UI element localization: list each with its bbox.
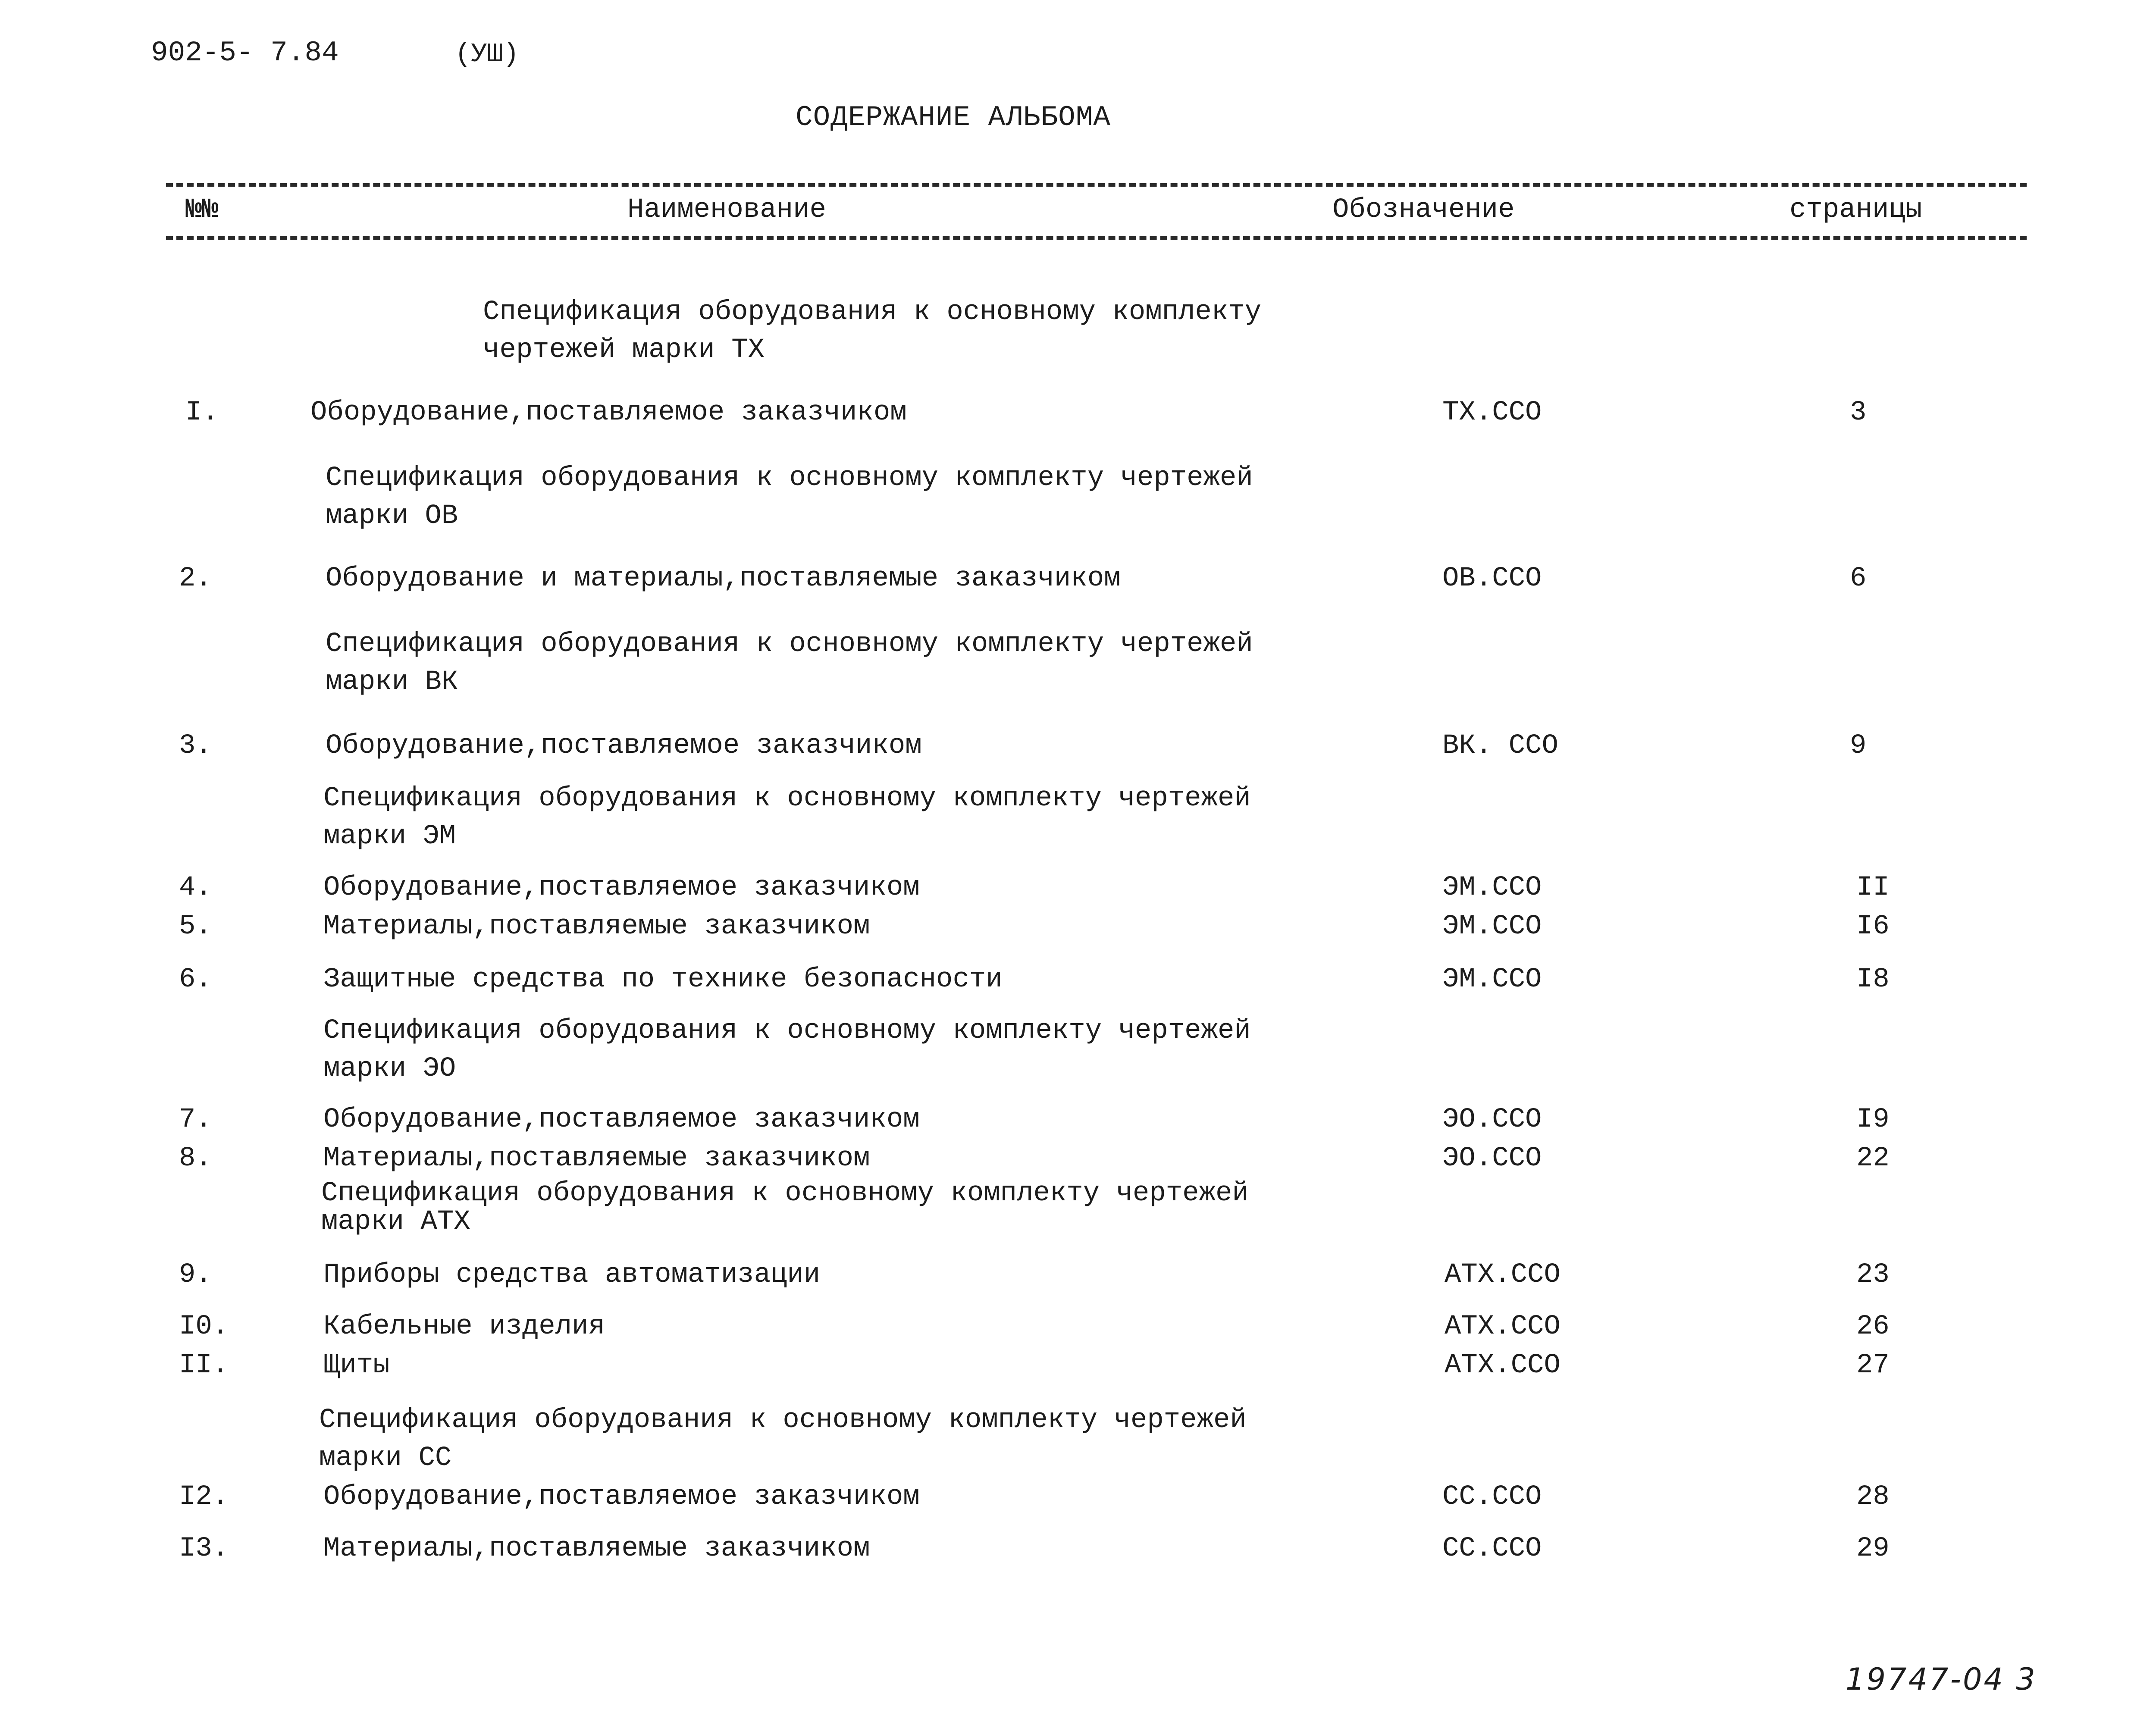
row-page: 23 bbox=[1856, 1259, 1890, 1290]
row-name: Материалы,поставляемые заказчиком bbox=[323, 911, 870, 942]
row-designation: ЭМ.ССО bbox=[1442, 964, 1542, 995]
row-name: Щиты bbox=[323, 1350, 390, 1381]
section-heading-line: Спецификация оборудования к основному комплекту bbox=[483, 297, 1262, 328]
table-header-rule bbox=[166, 236, 2027, 240]
row-number: 2. bbox=[179, 563, 212, 594]
section-heading bbox=[326, 625, 1253, 701]
section-heading-line: марки АТХ bbox=[321, 1206, 470, 1237]
section-heading bbox=[483, 293, 1261, 369]
row-designation: ТХ.ССО bbox=[1442, 397, 1542, 428]
row-name: Материалы,поставляемые заказчиком bbox=[323, 1143, 870, 1174]
row-name: Оборудование,поставляемое заказчиком bbox=[323, 872, 920, 903]
row-number: 8. bbox=[179, 1143, 212, 1174]
section-heading bbox=[319, 1401, 1247, 1477]
row-designation: ОВ.ССО bbox=[1442, 563, 1542, 594]
row-page: 6 bbox=[1850, 563, 1867, 594]
row-number: 9. bbox=[179, 1259, 212, 1290]
row-page: 22 bbox=[1856, 1143, 1890, 1174]
row-number: I2. bbox=[179, 1481, 229, 1512]
row-designation: ЭМ.ССО bbox=[1442, 872, 1542, 903]
row-name: Оборудование,поставляемое заказчиком bbox=[323, 1481, 920, 1512]
row-page: I8 bbox=[1856, 964, 1890, 995]
section-heading-line: чертежей марки ТХ bbox=[483, 335, 765, 366]
column-header-name: Наименование bbox=[627, 194, 826, 225]
row-name: Оборудование и материалы,поставляемые заказчиком bbox=[326, 563, 1121, 594]
row-page: 28 bbox=[1856, 1481, 1890, 1512]
row-number: 5. bbox=[179, 911, 212, 942]
row-page: 3 bbox=[1850, 397, 1867, 428]
row-name: Оборудование,поставляемое заказчиком bbox=[326, 730, 922, 761]
row-number: 4. bbox=[179, 872, 212, 903]
row-number: I0. bbox=[179, 1311, 229, 1342]
page-title: СОДЕРЖАНИЕ АЛЬБОМА bbox=[796, 101, 1111, 134]
row-name: Оборудование,поставляемое заказчиком bbox=[323, 1104, 920, 1135]
row-name: Оборудование,поставляемое заказчиком bbox=[310, 397, 907, 428]
section-heading bbox=[326, 459, 1253, 535]
section-heading bbox=[323, 780, 1251, 855]
row-number: 6. bbox=[179, 964, 212, 995]
row-name: Материалы,поставляемые заказчиком bbox=[323, 1533, 870, 1564]
section-heading-line: Спецификация оборудования к основному комплекту чертежей bbox=[319, 1405, 1247, 1436]
section-heading-line: Спецификация оборудования к основному комплекту чертежей bbox=[326, 463, 1253, 494]
row-designation: АТХ.ССО bbox=[1445, 1259, 1561, 1290]
row-number: I3. bbox=[179, 1533, 229, 1564]
column-header-number: №№ bbox=[185, 194, 219, 225]
table-top-rule bbox=[166, 183, 2027, 187]
section-heading-line: марки ЭМ bbox=[323, 821, 456, 852]
row-designation: ЭО.ССО bbox=[1442, 1104, 1542, 1135]
row-page: I9 bbox=[1856, 1104, 1890, 1135]
row-page: 26 bbox=[1856, 1311, 1890, 1342]
section-heading bbox=[321, 1179, 1249, 1236]
section-heading-line: марки ВК bbox=[326, 667, 458, 698]
row-number: I. bbox=[185, 397, 219, 428]
row-designation: СС.ССО bbox=[1442, 1481, 1542, 1512]
section-heading-line: Спецификация оборудования к основному комплекту чертежей bbox=[323, 1015, 1251, 1046]
section-heading-line: марки ОВ bbox=[326, 501, 458, 532]
section-heading-line: Спецификация оборудования к основному комплекту чертежей bbox=[326, 629, 1253, 660]
row-designation: ЭМ.ССО bbox=[1442, 911, 1542, 942]
row-designation: АТХ.ССО bbox=[1445, 1350, 1561, 1381]
row-designation: ЭО.ССО bbox=[1442, 1143, 1542, 1174]
row-designation: АТХ.ССО bbox=[1445, 1311, 1561, 1342]
row-number: 7. bbox=[179, 1104, 212, 1135]
section-heading-line: марки СС bbox=[319, 1443, 452, 1474]
row-name: Кабельные изделия bbox=[323, 1311, 605, 1342]
sheet-stamp: 19747-04 3 bbox=[1846, 1662, 2037, 1697]
album-code: 902-5- 7.84 bbox=[151, 37, 339, 69]
column-header-designation: Обозначение bbox=[1332, 194, 1515, 225]
row-name: Защитные средства по технике безопасности bbox=[323, 964, 1003, 995]
row-page: 29 bbox=[1856, 1533, 1890, 1564]
section-heading bbox=[323, 1012, 1251, 1088]
row-designation: СС.ССО bbox=[1442, 1533, 1542, 1564]
row-name: Приборы средства автоматизации bbox=[323, 1259, 821, 1290]
row-page: I6 bbox=[1856, 911, 1890, 942]
section-heading-line: Спецификация оборудования к основному комплекту чертежей bbox=[323, 783, 1251, 814]
row-number: 3. bbox=[179, 730, 212, 761]
row-designation: ВК. ССО bbox=[1442, 730, 1558, 761]
column-header-pages: страницы bbox=[1789, 194, 1922, 225]
row-page: 9 bbox=[1850, 730, 1867, 761]
section-heading-line: Спецификация оборудования к основному комплекту чертежей bbox=[321, 1178, 1249, 1209]
section-heading-line: марки ЭО bbox=[323, 1053, 456, 1084]
row-page: II bbox=[1856, 872, 1890, 903]
album-mark: (УШ) bbox=[455, 39, 519, 69]
row-number: II. bbox=[179, 1350, 229, 1381]
row-page: 27 bbox=[1856, 1350, 1890, 1381]
